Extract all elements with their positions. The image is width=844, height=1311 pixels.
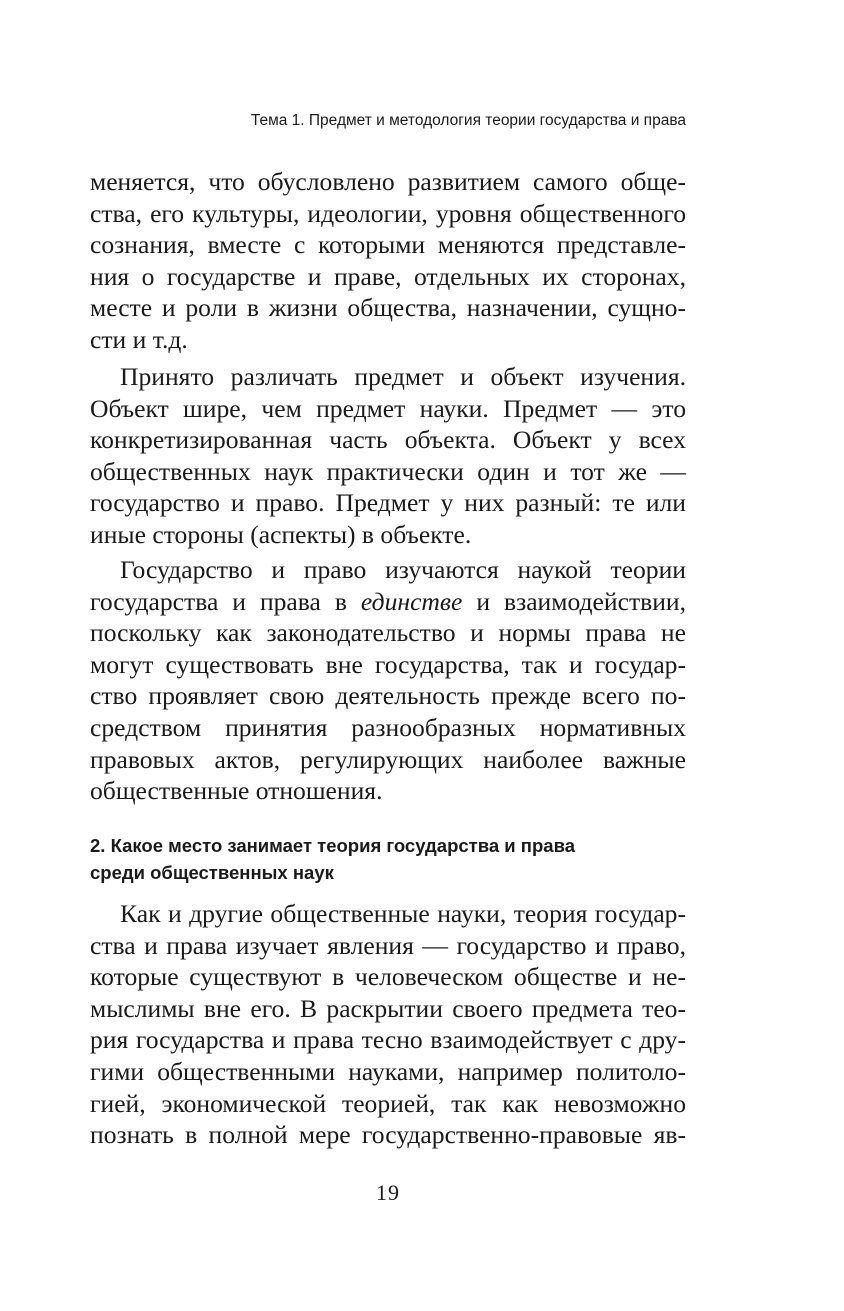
page-number: 19 (376, 1180, 400, 1205)
text-line: ния о государстве и праве, отдельных их сторонах, (90, 261, 686, 291)
text-line: Принято различать предмет и объект изучения. (120, 362, 686, 391)
heading-line: среди общественных наук (90, 862, 334, 883)
text-line: могут существовать вне государства, так и государ- (90, 649, 686, 679)
text-line: рия государства и права тесно взаимодействует с дру- (90, 1025, 686, 1055)
section-heading (90, 832, 710, 886)
heading-line: 2. Какое место занимает теория государства и права (90, 835, 575, 856)
text-line: Государство и право изучаются наукой теории (120, 555, 686, 584)
text-line-with-emphasis (90, 586, 686, 618)
text-line: общественных наук практически один и тот же — (90, 456, 686, 486)
text-line: государство и право. Предмет у них разный: те или (90, 488, 686, 518)
paragraph-3 (90, 554, 686, 807)
text-line: ство проявляет свою деятельность прежде всего по- (90, 681, 686, 711)
text-line: Как и другие общественные науки, теория государ- (120, 899, 686, 928)
text-line: общественные отношения. (90, 776, 383, 806)
text-line: средством принятия разнообразных нормативных (90, 712, 686, 742)
text-line: гией, экономической теорией, так как невозможно (90, 1088, 686, 1118)
text-line: которые существуют в человеческом обществе и не- (90, 962, 686, 992)
text-line: поскольку как законодательство и нормы права не (90, 618, 686, 648)
text-line: Объект шире, чем предмет науки. Предмет — это (90, 393, 686, 423)
text-segment: и взаимодействии, (462, 586, 687, 616)
text-line: мыслимы вне его. В раскрытии своего предмета тео- (90, 993, 686, 1023)
running-header: Тема 1. Предмет и методология теории государства и права (250, 112, 686, 129)
paragraph-2 (90, 361, 686, 551)
text-line: ства и права изучает явления — государство и право, (90, 930, 686, 960)
text-line: сти и т.д. (90, 324, 188, 354)
text-line: сознания, вместе с которыми меняются представле- (90, 230, 686, 260)
text-line: месте и роли в жизни общества, назначении, сущно- (90, 293, 686, 323)
text-line: иные стороны (аспекты) в объекте. (90, 519, 472, 549)
text-line: ства, его культуры, идеологии, уровня общественного (90, 198, 686, 228)
paragraph-4 (90, 898, 686, 1151)
paragraph-1 (90, 166, 686, 356)
emphasis-word: единстве (360, 586, 463, 616)
text-line: правовых актов, регулирующих наиболее важные (90, 744, 686, 774)
text-line: конкретизированная часть объекта. Объект у всех (90, 425, 686, 455)
text-line: познать в полной мере государственно-правовые яв- (90, 1120, 686, 1150)
text-line: гими общественными науками, например политоло- (90, 1056, 686, 1086)
text-segment: государства и права в (90, 586, 361, 616)
text-line: меняется, что обусловлено развитием самого обще- (90, 167, 686, 196)
